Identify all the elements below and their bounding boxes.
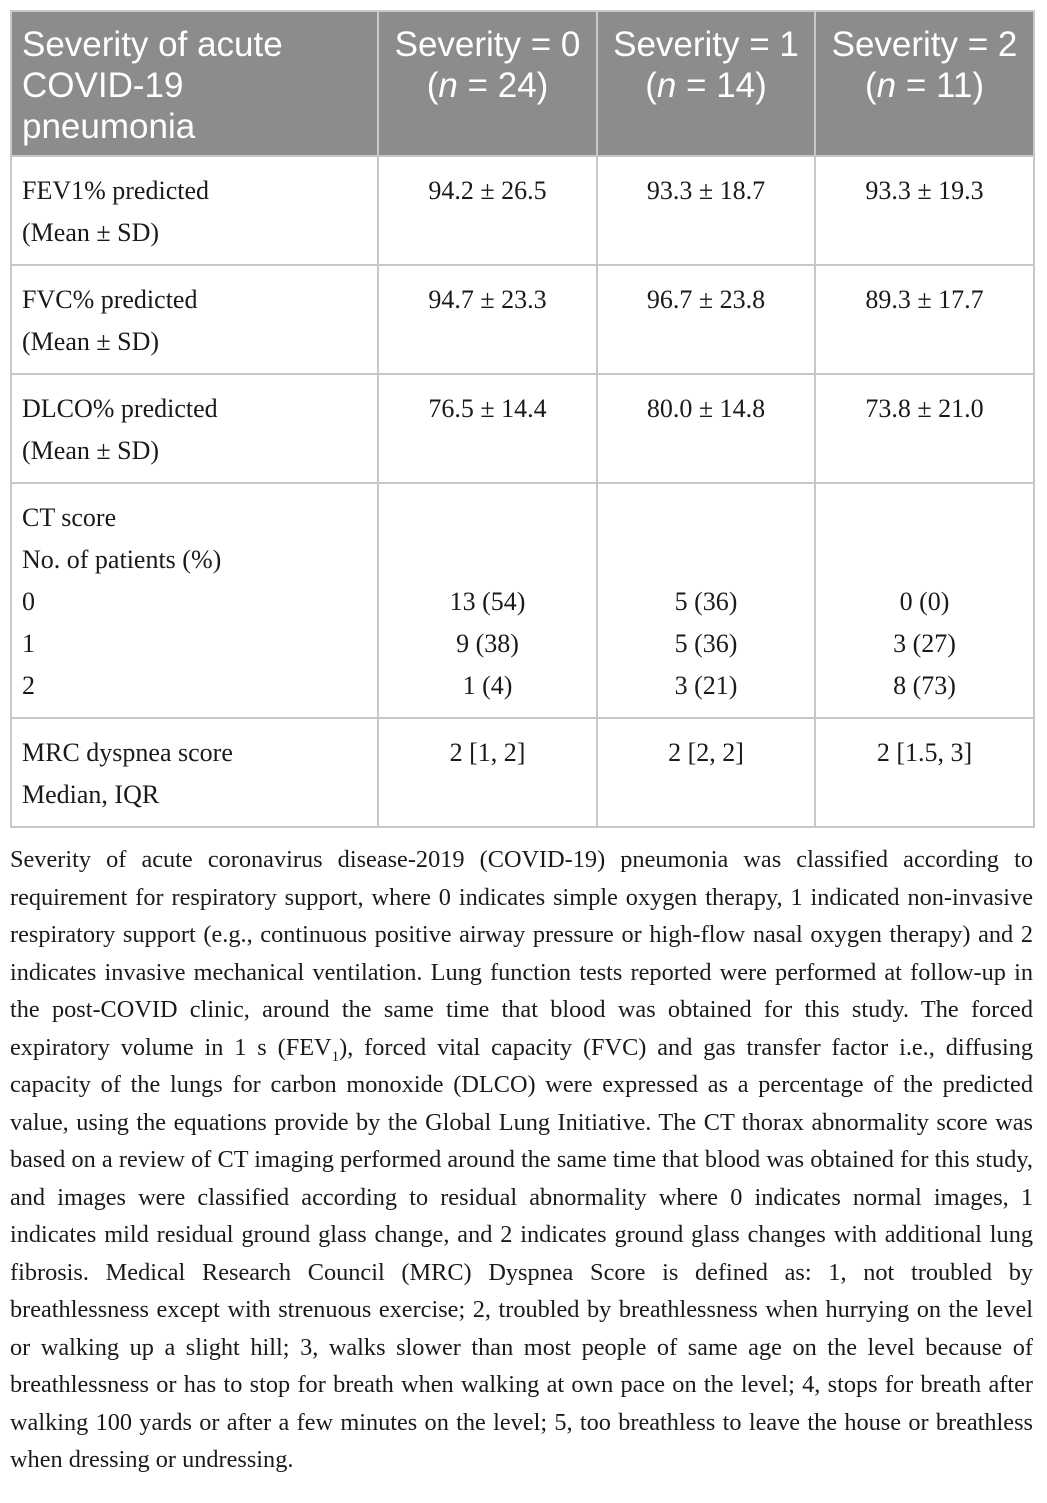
table-footnote: Severity of acute coronavirus disease-2019 (COVID-19) pneumonia was classified according to requirement for respiratory support, where 0 indicates simple oxygen therapy, 1 indicated non-invasive respiratory support (e.g., continuous positive airway pressure or high-flow nasal oxygen therapy) and 2 indicates invasive mechanical ventilation. Lung function tests reported were performed at follow-up in the post-COVID clinic, around the same time that blood was obtained for this study. The forced expiratory volume in 1 s $(FEV_1)$, forced vital capacity (FVC) and gas transfer factor i.e., diffusing capacity of the lungs for carbon monoxide (DLCO) were expressed as a percentage of the predicted value, using the equations provide by the Global Lung Initiative. The CT thorax abnormality score was based on a review of CT imaging performed around the same time that blood was obtained for this study, and images were classified according to residual abnormality where 0 indicates normal images, 1 indicates mild residual ground glass change, and 2 indicates ground glass changes with additional lung fibrosis. Medical Research Council (MRC) Dyspnea Score is defined as: 1, not troubled by breathlessness except with strenuous exercise; 2, troubled by breathlessness when hurrying on the level or walking up a slight hill; 3, walks slower than most people of same age on the level because of breathlessness or has to stop for breath when walking at own pace on the level; 4, stops for breath after walking 100 yards or after a few minutes on the level; 5, too breathless to leave the house or breathless when dressing or undressing.: [10, 846, 1034, 1473]
table-cell: 93.3 ± 18.7: [597, 156, 815, 265]
table-cell: 80.0 ± 14.8: [597, 374, 815, 483]
table-row-mrc-dyspnea: [11, 718, 1034, 827]
table-cell: 94.2 ± 26.5: [378, 156, 597, 265]
table-cell: 73.8 ± 21.0: [815, 374, 1034, 483]
table-cell: 13 (54) 9 (38) 1 (4): [378, 483, 597, 718]
table-cell: 89.3 ± 17.7: [815, 265, 1034, 374]
table-figure: [10, 10, 1033, 1503]
table-cell: 0 (0) 3 (27) 8 (73): [815, 483, 1034, 718]
header-row: [11, 11, 1034, 156]
table-row-ct-score: [11, 483, 1034, 718]
table-row-dlco: [11, 374, 1034, 483]
header-severity-1: Severity = 1 (n = 14): [597, 11, 815, 156]
table-cell: 94.7 ± 23.3: [378, 265, 597, 374]
table-cell: 2 [1.5, 3]: [815, 718, 1034, 827]
row-label: CT score No. of patients (%) 0 1 2: [11, 483, 378, 718]
row-label: DLCO% predicted (Mean ± SD): [11, 374, 378, 483]
table-cell: 93.3 ± 19.3: [815, 156, 1034, 265]
severity-lung-function-table: [10, 10, 1035, 828]
table-cell: 2 [1, 2]: [378, 718, 597, 827]
header-severity-label: Severity of acute COVID-19 pneumonia: [11, 11, 378, 156]
table-cell: 5 (36) 5 (36) 3 (21): [597, 483, 815, 718]
header-n-count: (n = 24): [426, 66, 549, 105]
row-label: FEV1% predicted (Mean ± SD): [11, 156, 378, 265]
row-label: FVC% predicted (Mean ± SD): [11, 265, 378, 374]
table-cell: 2 [2, 2]: [597, 718, 815, 827]
header-n-count: (n = 11): [864, 66, 984, 105]
header-severity-2: Severity = 2 (n = 11): [815, 11, 1034, 156]
header-severity-0: Severity = 0 (n = 24): [378, 11, 597, 156]
table-cell: 96.7 ± 23.8: [597, 265, 815, 374]
row-label: MRC dyspnea score Median, IQR: [11, 718, 378, 827]
table-row-fev1: [11, 156, 1034, 265]
header-n-count: (n = 14): [645, 66, 767, 105]
table-row-fvc: [11, 265, 1034, 374]
table-cell: 76.5 ± 14.4: [378, 374, 597, 483]
